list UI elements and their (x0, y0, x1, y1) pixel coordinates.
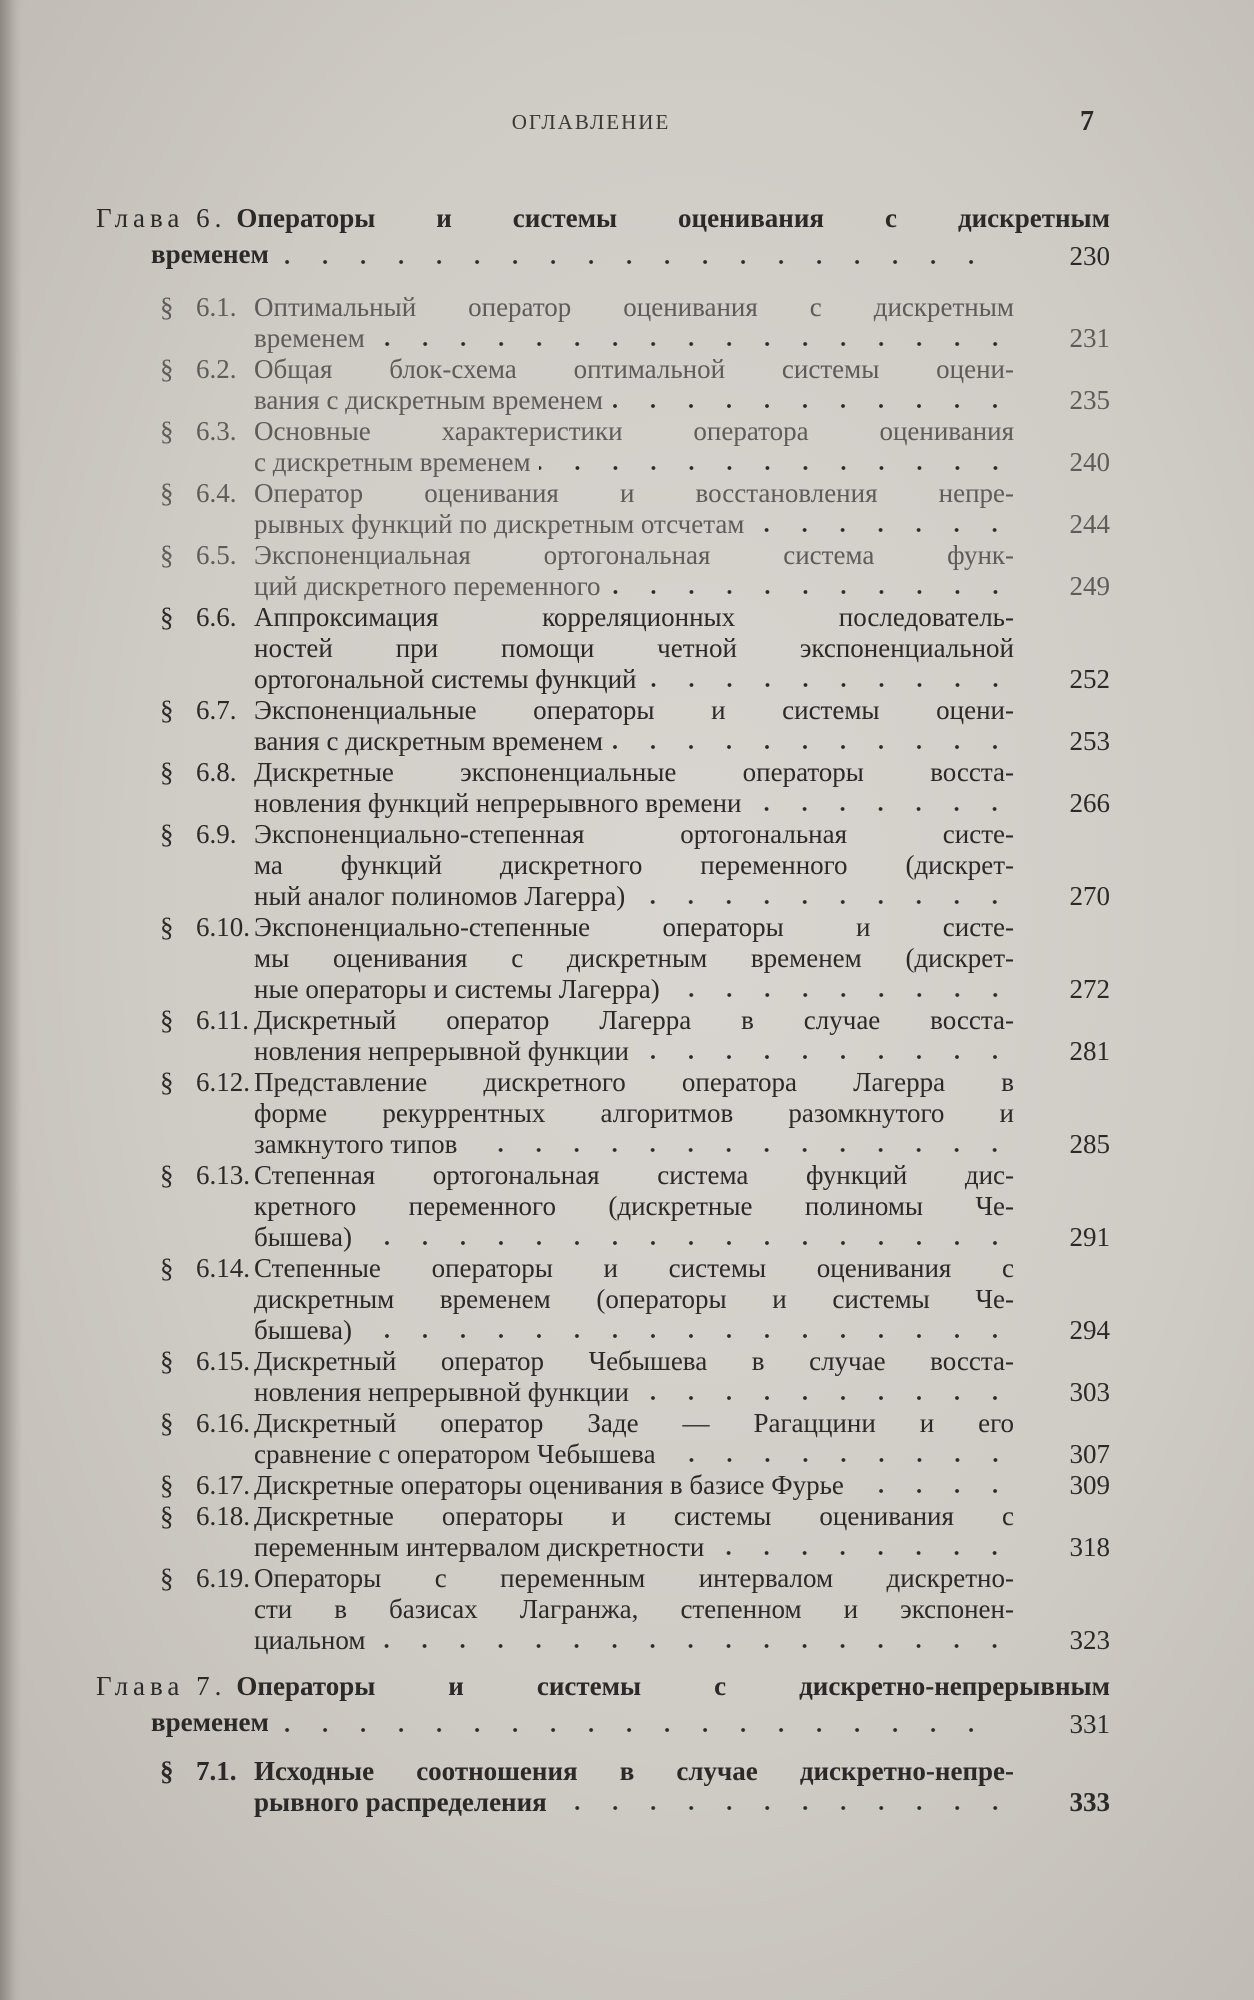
section-title-text: бышева) (254, 1315, 353, 1345)
section-title-line (254, 1756, 1014, 1787)
section-number: 6.17. (196, 1470, 250, 1500)
section-title-text: рывных функций по дискретным отсчетам (254, 509, 745, 539)
section-title (254, 1408, 1014, 1470)
section-title-line (254, 385, 1014, 416)
section-title-line (254, 726, 1014, 757)
section-title (254, 757, 1014, 819)
section-title-text: Исходные соотношения в случае дискретно-непре- (254, 1756, 1014, 1786)
section-title-line (254, 1191, 1014, 1222)
toc-entry (160, 1470, 1110, 1501)
section-title-line (254, 1625, 1014, 1656)
section-page-number: 309 (1069, 1470, 1110, 1500)
toc-entry (160, 1501, 1110, 1563)
section-number: 6.16. (196, 1408, 250, 1438)
section-number: 6.3. (196, 416, 237, 446)
section-title (254, 1160, 1014, 1253)
section-sign: § (160, 1470, 174, 1500)
section-page-number: 272 (1069, 974, 1110, 1004)
section-title-text: Операторы с переменным интервалом дискретно- (254, 1563, 1014, 1593)
toc-entry (160, 1346, 1110, 1408)
section-title-line (254, 509, 1014, 540)
chapter-title-text: Операторы и системы оценивания с дискретным (236, 203, 1110, 233)
section-title-text: Дискретный оператор Заде — Рагаццини и его (254, 1408, 1014, 1438)
dot-leader (373, 1625, 1014, 1656)
section-page-number: 307 (1069, 1439, 1110, 1469)
toc-entry (160, 416, 1110, 478)
section-list (160, 292, 1110, 1656)
section-title (254, 354, 1014, 416)
section-page-number: 235 (1069, 385, 1110, 415)
section-title-line (254, 1408, 1014, 1439)
section-title-text: форме рекуррентных алгоритмов разомкнутого и (254, 1098, 1014, 1128)
section-title-line (254, 540, 1014, 571)
section-title-text: ные операторы и системы Лагерра) (254, 974, 660, 1004)
section-sign: § (160, 1067, 174, 1097)
dot-leader (611, 726, 1014, 757)
section-title-line (254, 1594, 1014, 1625)
chapter-page-number: 331 (1069, 1709, 1110, 1739)
section-title (254, 416, 1014, 478)
section-title (254, 1253, 1014, 1346)
section-title (254, 1756, 1014, 1818)
dot-leader (668, 974, 1014, 1005)
section-title-text: Дискретные операторы оценивания в базисе Фурье (254, 1470, 844, 1500)
section-number: 6.13. (196, 1160, 250, 1190)
section-sign: § (160, 416, 174, 446)
section-number: 6.8. (196, 757, 237, 787)
section-title-line (254, 1098, 1014, 1129)
section-sign: § (160, 1501, 174, 1531)
section-title-text: циальном (254, 1625, 366, 1655)
section-sign: § (160, 354, 174, 384)
section-title-line (254, 912, 1014, 943)
page-number: 7 (1080, 106, 1094, 137)
dot-leader (712, 1532, 1014, 1563)
section-title-text: ностей при помощи четной экспоненциальной (254, 633, 1014, 663)
section-page-number: 303 (1069, 1377, 1110, 1407)
section-title-line (254, 943, 1014, 974)
section-number: 6.11. (196, 1005, 249, 1035)
dot-leader (633, 881, 1014, 912)
dot-leader (664, 1439, 1014, 1470)
section-title-text: Экспоненциально-степенные операторы и систе- (254, 912, 1014, 942)
section-title (254, 1067, 1014, 1160)
section-page-number: 318 (1069, 1532, 1110, 1562)
chapter-title-text: Операторы и системы с дискретно-непрерывным (236, 1671, 1110, 1701)
dot-leader (539, 447, 1014, 478)
section-title-text: Аппроксимация корреляционных последователь- (254, 602, 1014, 632)
chapter-label: Глава 6. (96, 203, 227, 233)
section-title-line (254, 1787, 1014, 1818)
section-title-line (254, 1377, 1014, 1408)
chapter-title-line (96, 1668, 1110, 1704)
section-title-line (254, 633, 1014, 664)
section-title-text: Степенные операторы и системы оценивания с (254, 1253, 1014, 1283)
section-sign: § (160, 912, 174, 942)
section-title-text: дискретным временем (операторы и системы Че- (254, 1284, 1014, 1314)
section-sign: § (160, 1408, 174, 1438)
section-sign: § (160, 1756, 174, 1786)
section-page-number: 249 (1069, 571, 1110, 601)
toc-entry (160, 1067, 1110, 1160)
section-title-text: мы оценивания с дискретным временем (дискрет- (254, 943, 1014, 973)
section-title (254, 819, 1014, 912)
section-title-line (254, 1563, 1014, 1594)
section-title-text: Дискретный оператор Лагерра в случае восста- (254, 1005, 1014, 1035)
section-title-line (254, 1005, 1014, 1036)
section-title (254, 540, 1014, 602)
section-sign: § (160, 1346, 174, 1376)
section-number: 6.9. (196, 819, 237, 849)
toc-entry (160, 354, 1110, 416)
toc-entry (160, 540, 1110, 602)
section-title-line (254, 1470, 1014, 1501)
section-title-line (254, 1284, 1014, 1315)
dot-leader (749, 788, 1014, 819)
section-page-number: 240 (1069, 447, 1110, 477)
dot-leader (360, 1315, 1014, 1346)
section-title-text: рывного распределения (254, 1787, 547, 1817)
section-page-number: 270 (1069, 881, 1110, 911)
section-title-line (254, 757, 1014, 788)
section-title-line (254, 292, 1014, 323)
section-page-number: 253 (1069, 726, 1110, 756)
section-list (160, 1756, 1110, 1818)
toc-entry (160, 292, 1110, 354)
section-sign: § (160, 540, 174, 570)
section-title-line (254, 416, 1014, 447)
section-title-line (254, 664, 1014, 695)
section-title-line (254, 1222, 1014, 1253)
section-title-text: новления непрерывной функции (254, 1036, 630, 1066)
section-title-text: Дискретные операторы и системы оценивания с (254, 1501, 1014, 1531)
section-title-text: новления непрерывной функции (254, 1377, 630, 1407)
section-title-text: бышева) (254, 1222, 353, 1252)
section-number: 6.18. (196, 1501, 250, 1531)
dot-leader (277, 1704, 990, 1740)
section-title-line (254, 323, 1014, 354)
section-title-line (254, 602, 1014, 633)
section-title (254, 478, 1014, 540)
section-number: 6.14. (196, 1253, 250, 1283)
section-title-text: Общая блок-схема оптимальной системы оцени- (254, 354, 1014, 384)
toc-entry (160, 1160, 1110, 1253)
section-page-number: 252 (1069, 664, 1110, 694)
section-title-line (254, 881, 1014, 912)
section-title-text: Экспоненциально-степенная ортогональная систе- (254, 819, 1014, 849)
section-title-text: ций дискретного переменного (254, 571, 601, 601)
section-title-line (254, 1160, 1014, 1191)
section-title-line (254, 354, 1014, 385)
section-page-number: 285 (1069, 1129, 1110, 1159)
section-sign: § (160, 1160, 174, 1190)
dot-leader (637, 1036, 1014, 1067)
section-title-text: Основные характеристики оператора оценивания (254, 416, 1014, 446)
section-number: 7.1. (196, 1756, 237, 1786)
dot-leader (465, 1129, 1014, 1160)
section-title-text: Оператор оценивания и восстановления непре- (254, 478, 1014, 508)
dot-leader (277, 236, 990, 272)
chapter-title-text: временем (151, 239, 269, 269)
section-title-text: переменным интервалом дискретности (254, 1532, 705, 1562)
toc-entry (160, 1756, 1110, 1818)
section-title-line (254, 571, 1014, 602)
section-number: 6.5. (196, 540, 237, 570)
toc-entry (160, 602, 1110, 695)
dot-leader (555, 1787, 1014, 1818)
section-number: 6.19. (196, 1563, 250, 1593)
section-page-number: 231 (1069, 323, 1110, 353)
section-page-number: 266 (1069, 788, 1110, 818)
section-title-line (254, 974, 1014, 1005)
chapter-title-line (96, 1704, 1110, 1740)
section-title-text: Экспоненциальная ортогональная система функ- (254, 540, 1014, 570)
section-title-text: сти в базисах Лагранжа, степенном и экспонен- (254, 1594, 1014, 1624)
toc-entry (160, 757, 1110, 819)
section-title (254, 602, 1014, 695)
section-number: 6.15. (196, 1346, 250, 1376)
toc-entry (160, 819, 1110, 912)
section-title-text: Дискретные экспоненциальные операторы восста- (254, 757, 1014, 787)
section-title (254, 1346, 1014, 1408)
section-number: 6.7. (196, 695, 237, 725)
section-title-line (254, 1253, 1014, 1284)
section-title-line (254, 478, 1014, 509)
section-sign: § (160, 757, 174, 787)
section-number: 6.2. (196, 354, 237, 384)
section-title-line (254, 1067, 1014, 1098)
section-title-line (254, 850, 1014, 881)
section-title-text: кретного переменного (дискретные полиномы Че- (254, 1191, 1014, 1221)
section-title (254, 695, 1014, 757)
section-page-number: 323 (1069, 1625, 1110, 1655)
dot-leader (645, 664, 1014, 695)
section-number: 6.4. (196, 478, 237, 508)
section-title (254, 1005, 1014, 1067)
dot-leader (852, 1470, 1014, 1501)
chapter-title-line (96, 236, 1110, 272)
section-title-text: Представление дискретного оператора Лагерра в (254, 1067, 1014, 1097)
running-header-title: ОГЛАВЛЕНИЕ (511, 110, 671, 134)
section-title-text: Дискретный оператор Чебышева в случае восста- (254, 1346, 1014, 1376)
section-sign: § (160, 1005, 174, 1035)
section-page-number: 291 (1069, 1222, 1110, 1252)
section-title-line (254, 819, 1014, 850)
chapter-heading (96, 200, 1110, 272)
chapter-page-number: 230 (1069, 241, 1110, 271)
section-title-line (254, 1439, 1014, 1470)
section-title-text: ортогональной системы функций (254, 664, 637, 694)
section-page-number: 281 (1069, 1036, 1110, 1066)
chapter-title-line (96, 200, 1110, 236)
section-number: 6.1. (196, 292, 237, 322)
section-page-number: 333 (1069, 1787, 1110, 1817)
dot-leader (360, 1222, 1014, 1253)
toc-entry (160, 695, 1110, 757)
section-title-text: Оптимальный оператор оценивания с дискретным (254, 292, 1014, 322)
section-title-line (254, 695, 1014, 726)
section-title-text: с дискретным временем (254, 447, 531, 477)
chapter-title-text: временем (151, 1707, 269, 1737)
section-title-line (254, 1036, 1014, 1067)
section-sign: § (160, 1253, 174, 1283)
section-title-line (254, 1315, 1014, 1346)
section-title (254, 1501, 1014, 1563)
toc-entry (160, 912, 1110, 1005)
section-sign: § (160, 819, 174, 849)
toc-entry (160, 1408, 1110, 1470)
section-title-text: временем (254, 323, 365, 353)
section-number: 6.6. (196, 602, 237, 632)
toc-entry (160, 1253, 1110, 1346)
section-sign: § (160, 695, 174, 725)
section-title (254, 1563, 1014, 1656)
section-title-text: ма функций дискретного переменного (дискрет- (254, 850, 1014, 880)
section-title-line (254, 1346, 1014, 1377)
section-title-text: сравнение с оператором Чебышева (254, 1439, 656, 1469)
dot-leader (611, 385, 1014, 416)
section-title-line (254, 447, 1014, 478)
section-title-text: вания с дискретным временем (254, 726, 603, 756)
book-binding-shadow (0, 0, 22, 2000)
section-page-number: 294 (1069, 1315, 1110, 1345)
section-title (254, 1470, 1014, 1501)
section-title-text: вания с дискретным временем (254, 385, 603, 415)
section-title-text: ный аналог полиномов Лагерра) (254, 881, 626, 911)
section-title-text: Экспоненциальные операторы и системы оцени- (254, 695, 1014, 725)
toc-entry (160, 1563, 1110, 1656)
section-number: 6.10. (196, 912, 250, 942)
section-title (254, 292, 1014, 354)
section-title-line (254, 1532, 1014, 1563)
section-title-text: новления функций непрерывного времени (254, 788, 742, 818)
section-sign: § (160, 292, 174, 322)
chapter-heading (96, 1668, 1110, 1740)
section-title (254, 912, 1014, 1005)
section-title-text: Степенная ортогональная система функций дис- (254, 1160, 1014, 1190)
toc-entry (160, 478, 1110, 540)
toc-entry (160, 1005, 1110, 1067)
dot-leader (637, 1377, 1014, 1408)
section-page-number: 244 (1069, 509, 1110, 539)
section-title-line (254, 1501, 1014, 1532)
section-title-line (254, 1129, 1014, 1160)
section-title-text: замкнутого типов (254, 1129, 458, 1159)
chapter-label: Глава 7. (96, 1671, 227, 1701)
dot-leader (373, 323, 1014, 354)
section-sign: § (160, 1563, 174, 1593)
section-sign: § (160, 602, 174, 632)
section-number: 6.12. (196, 1067, 250, 1097)
dot-leader (609, 571, 1014, 602)
section-title-line (254, 788, 1014, 819)
dot-leader (752, 509, 1014, 540)
section-sign: § (160, 478, 174, 508)
